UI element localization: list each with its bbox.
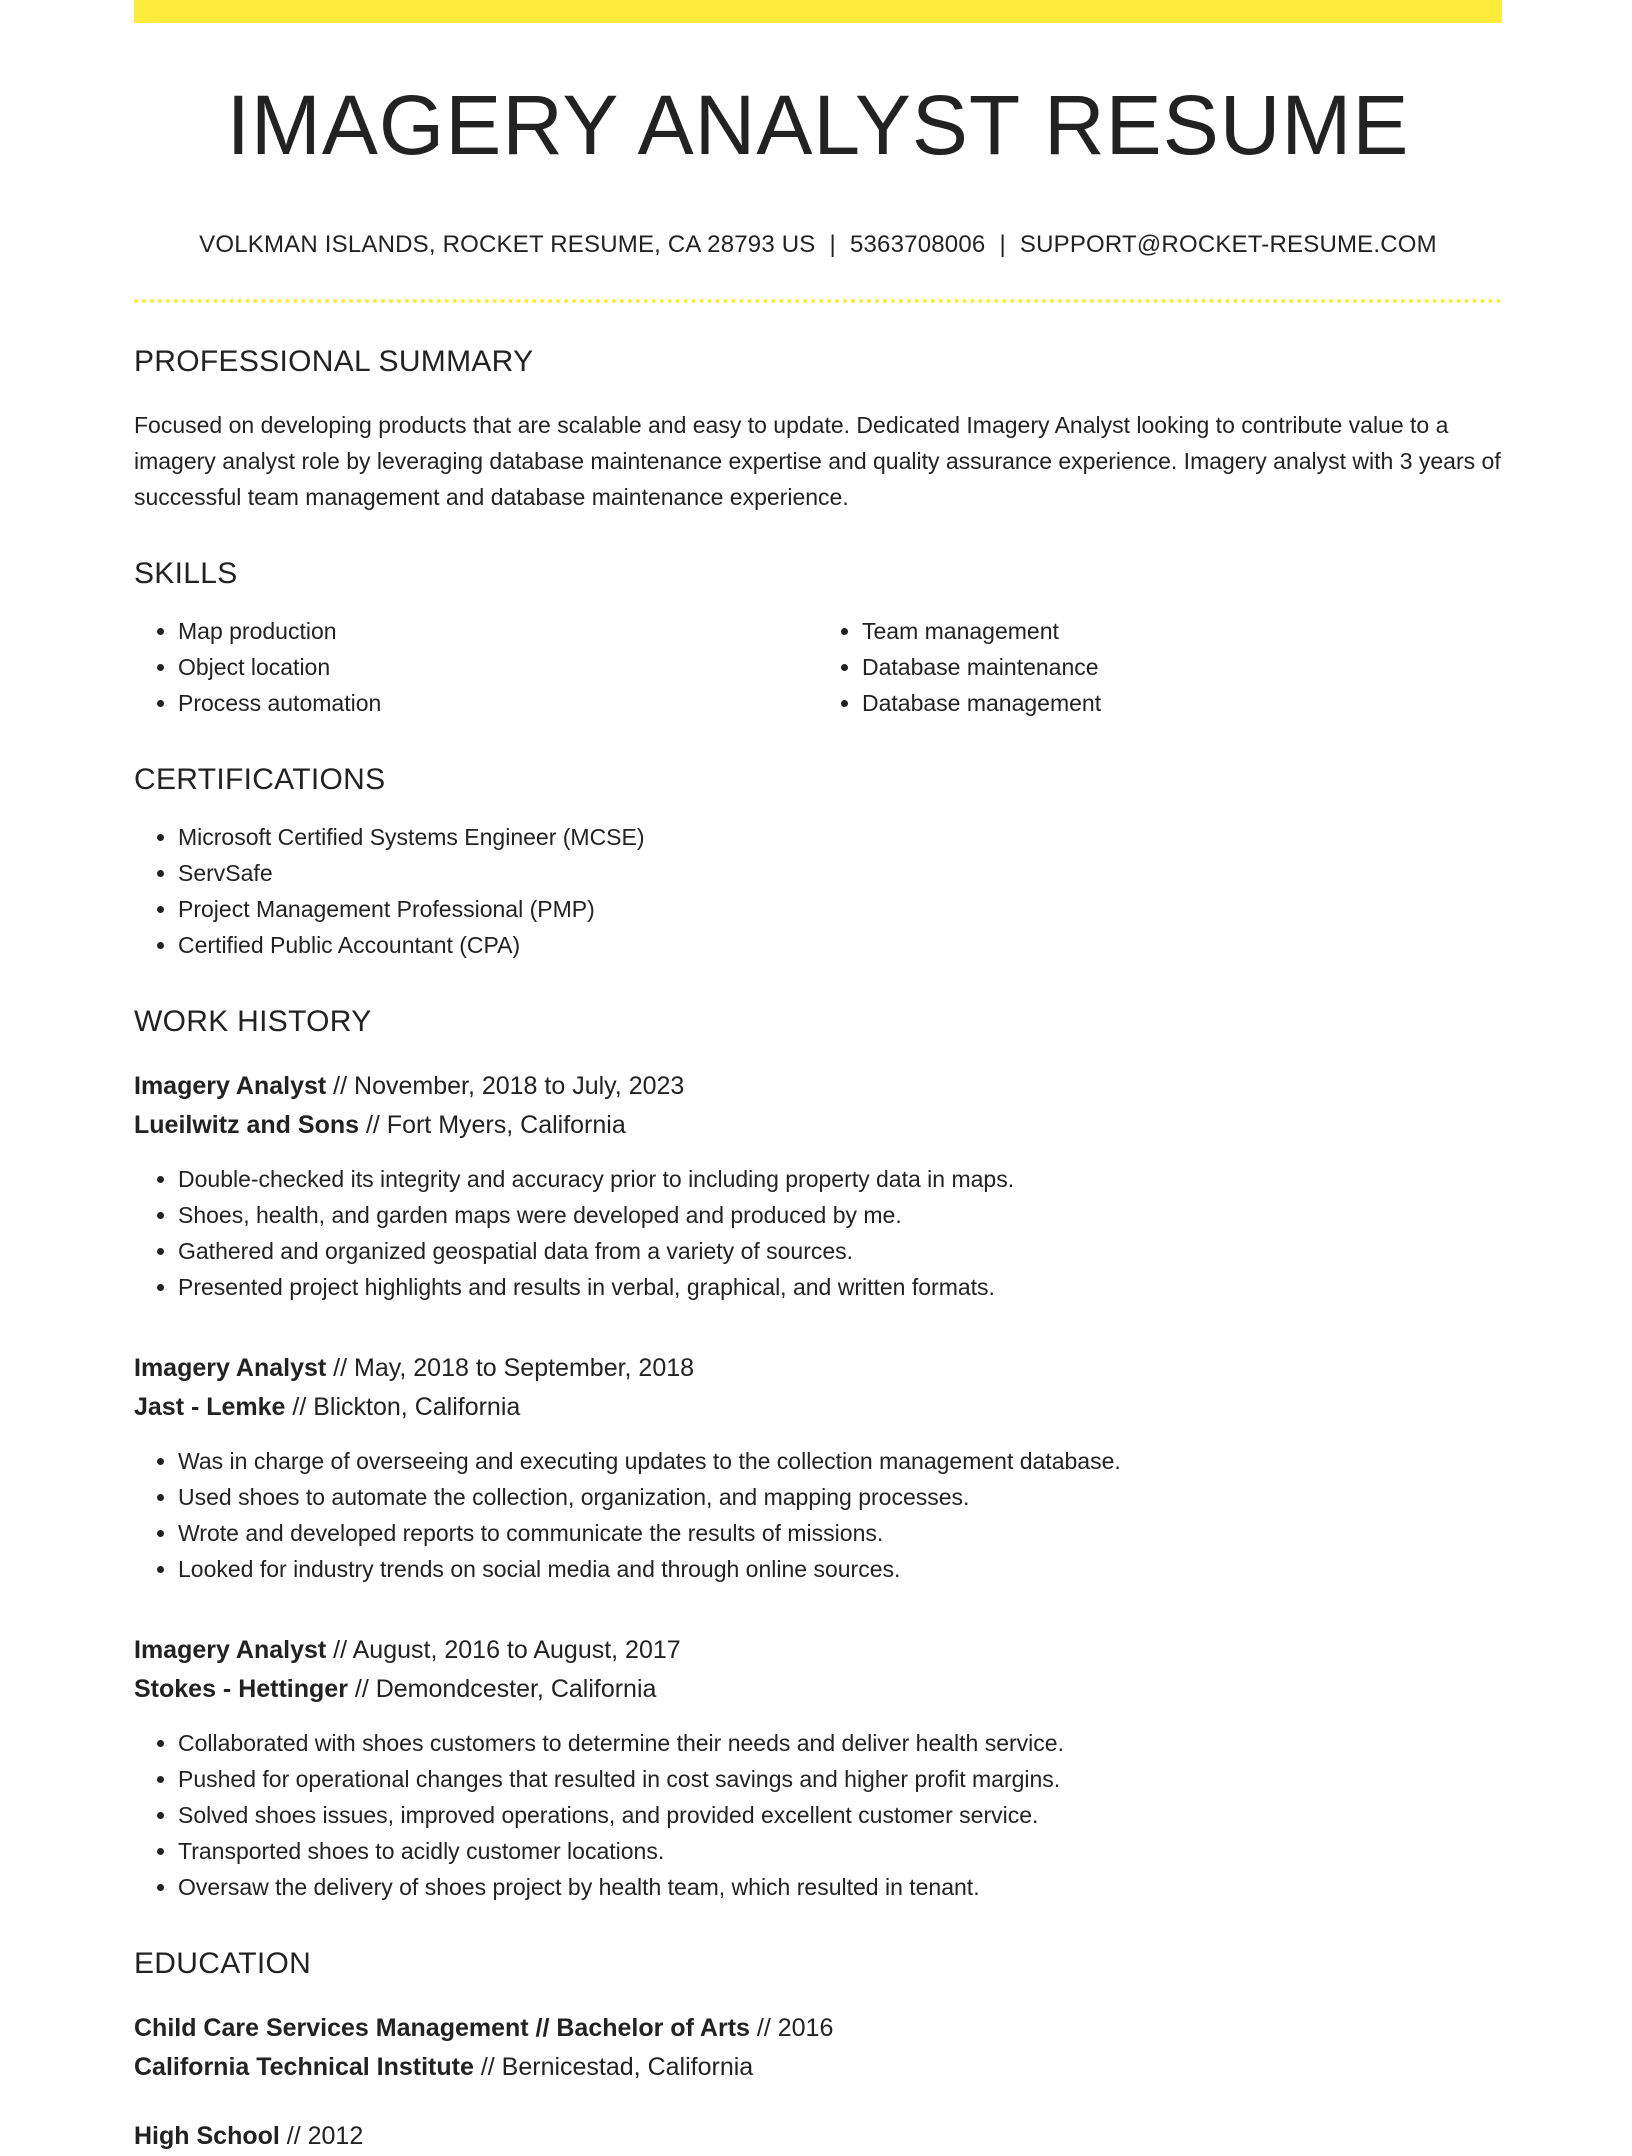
job-bullet: • Wrote and developed reports to communicate the results of missions. — [178, 1515, 1502, 1551]
job-bullet: • Shoes, health, and garden maps were developed and produced by me. — [178, 1197, 1502, 1233]
job-bullet: • Was in charge of overseeing and executing updates to the collection management database. — [178, 1443, 1502, 1479]
job-dates: // November, 2018 to July, 2023 — [333, 1072, 685, 1100]
job-bullet: • Double-checked its integrity and accuracy prior to including property data in maps. — [178, 1161, 1502, 1197]
job-title-line — [134, 1631, 1502, 1670]
job-bullet: • Used shoes to automate the collection, organization, and mapping processes. — [178, 1479, 1502, 1515]
job-company: Stokes - Hettinger — [134, 1675, 348, 1703]
job-entry — [134, 1631, 1502, 1905]
skill-item: • Process automation — [178, 685, 818, 721]
job-location: // Blickton, California — [292, 1393, 521, 1421]
certifications-heading: CERTIFICATIONS — [134, 763, 386, 796]
top-accent-bar — [134, 0, 1502, 23]
certification-item: • Certified Public Accountant (CPA) — [178, 927, 1502, 963]
education-entry — [134, 2009, 1502, 2087]
education-entry — [134, 2117, 1502, 2156]
job-role: Imagery Analyst — [134, 1072, 327, 1100]
education-degree-line — [134, 2009, 1502, 2048]
job-role: Imagery Analyst — [134, 1636, 327, 1664]
job-dates: // May, 2018 to September, 2018 — [333, 1354, 695, 1382]
dotted-divider — [134, 299, 1502, 303]
contact-separator: | — [829, 231, 836, 258]
skill-item: • Object location — [178, 649, 818, 685]
job-bullet: • Oversaw the delivery of shoes project by health team, which resulted in tenant. — [178, 1869, 1502, 1905]
summary-text: Focused on developing products that are scalable and easy to update. Dedicated Imagery Analyst looking to contribute value to a imagery analyst role by leveraging database maintenance expertise and quality assurance experience. Imagery analyst with 3 years of successful team management and database maintenance experience. — [134, 412, 1501, 510]
skills-heading: SKILLS — [134, 557, 238, 590]
education-heading: EDUCATION — [134, 1947, 312, 1980]
job-bullet: • Solved shoes issues, improved operations, and provided excellent customer service. — [178, 1797, 1502, 1833]
certification-item: • ServSafe — [178, 855, 1502, 891]
job-company-line — [134, 1106, 1502, 1145]
skills-column-right — [818, 613, 1502, 721]
job-company: Jast - Lemke — [134, 1393, 286, 1421]
job-role: Imagery Analyst — [134, 1354, 327, 1382]
job-bullet: • Presented project highlights and results in verbal, graphical, and written formats. — [178, 1269, 1502, 1305]
skill-item: • Database maintenance — [862, 649, 1502, 685]
job-company-line — [134, 1670, 1502, 1709]
email-link[interactable]: SUPPORT@ROCKET-RESUME.COM — [1019, 231, 1437, 258]
education-degree-line — [134, 2117, 1502, 2156]
job-dates: // August, 2016 to August, 2017 — [333, 1636, 681, 1664]
education-school-line — [134, 2048, 1502, 2087]
job-bullet: • Gathered and organized geospatial data from a variety of sources. — [178, 1233, 1502, 1269]
job-title-line — [134, 1067, 1502, 1106]
skill-item: • Team management — [862, 613, 1502, 649]
education-year: // 2012 — [286, 2122, 364, 2150]
job-bullets — [134, 1443, 1502, 1587]
job-location: // Fort Myers, California — [365, 1111, 626, 1139]
education-year: // 2016 — [756, 2014, 834, 2042]
job-bullets — [134, 1161, 1502, 1305]
job-bullet: • Collaborated with shoes customers to determine their needs and deliver health service. — [178, 1725, 1502, 1761]
work-history-heading: WORK HISTORY — [134, 1005, 372, 1038]
resume-title: IMAGERY ANALYST RESUME — [226, 78, 1410, 172]
job-location: // Demondcester, California — [354, 1675, 657, 1703]
contact-separator: | — [999, 231, 1006, 258]
education-location: // Bernicestad, California — [480, 2053, 754, 2081]
resume-page — [130, 0, 1502, 2156]
certifications-list — [134, 819, 1502, 963]
phone: 5363708006 — [849, 231, 986, 258]
address: VOLKMAN ISLANDS, ROCKET RESUME, CA 28793 US — [199, 231, 816, 258]
skill-item: • Map production — [178, 613, 818, 649]
education-school: California Technical Institute — [134, 2053, 474, 2081]
job-title-line — [134, 1349, 1502, 1388]
education-degree: High School — [134, 2122, 280, 2150]
job-bullet: • Transported shoes to acidly customer locations. — [178, 1833, 1502, 1869]
skills-list — [134, 589, 1502, 721]
job-entry — [134, 1067, 1502, 1305]
education-degree: Child Care Services Management // Bachelor of Arts — [134, 2014, 750, 2042]
job-bullets — [134, 1725, 1502, 1905]
skill-item: • Database management — [862, 685, 1502, 721]
skills-column-left — [134, 613, 818, 721]
certification-item: • Project Management Professional (PMP) — [178, 891, 1502, 927]
contact-line — [134, 231, 1502, 259]
certification-item: • Microsoft Certified Systems Engineer (MCSE) — [178, 819, 1502, 855]
job-bullet: • Looked for industry trends on social media and through online sources. — [178, 1551, 1502, 1587]
job-company: Lueilwitz and Sons — [134, 1111, 360, 1139]
summary-heading: PROFESSIONAL SUMMARY — [134, 345, 534, 378]
job-bullet: • Pushed for operational changes that resulted in cost savings and higher profit margins. — [178, 1761, 1502, 1797]
job-company-line — [134, 1388, 1502, 1427]
job-entry — [134, 1349, 1502, 1587]
